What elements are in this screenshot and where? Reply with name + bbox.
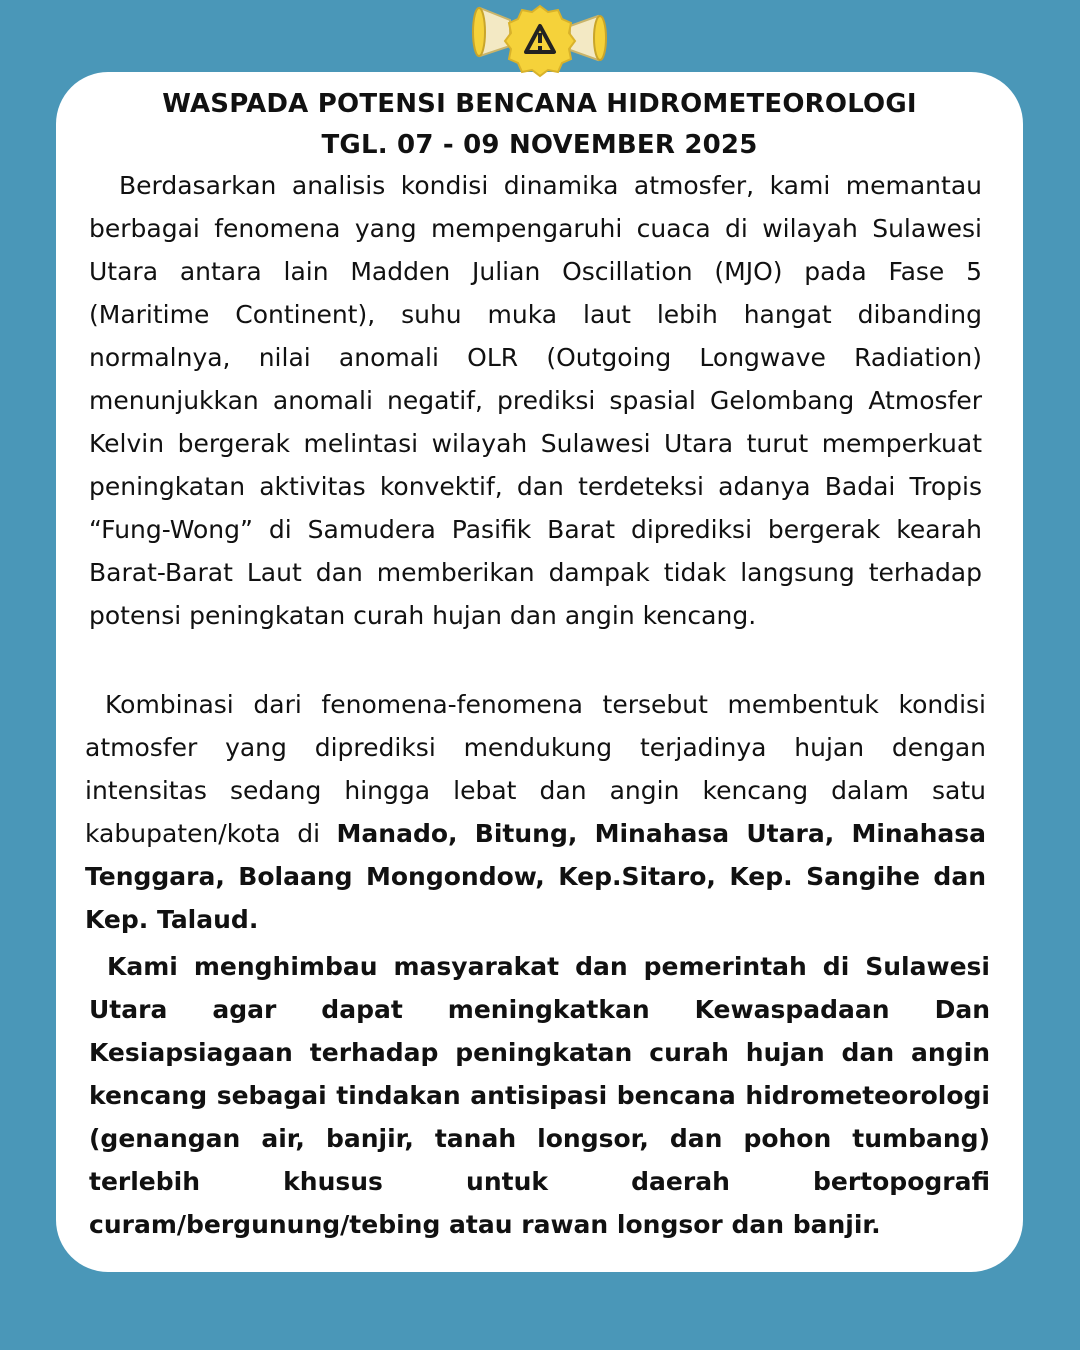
title-line-2: TGL. 07 - 09 NOVEMBER 2025: [321, 130, 758, 160]
paragraph-appeal: [89, 945, 990, 1246]
paragraph-combination-text: Kombinasi dari fenomena-fenomena tersebut membentuk kondisi atmosfer yang diprediksi mendukung terjadinya hujan dengan intensitas sedang hingga lebat dan angin kencang dalam satu kabupaten/kota di: [85, 690, 986, 848]
title-line-1: WASPADA POTENSI BENCANA HIDROMETEOROLOGI: [162, 89, 917, 119]
megaphone-right-icon: [570, 16, 606, 60]
affected-regions: Manado, Bitung, Minahasa Utara, Minahasa Tenggara, Bolaang Mongondow, Kep.Sitaro, Kep. Sangihe dan Kep. Talaud.: [85, 819, 986, 934]
paragraph-appeal-text: Kami menghimbau masyarakat dan pemerintah di Sulawesi Utara agar dapat meningkatkan Kewaspadaan Dan Kesiapsiagaan terhadap peningkatan curah hujan dan angin kencang sebagai tindakan antisipasi bencana hidrometeorologi (genangan air, banjir, tanah longsor, dan pohon tumbang) terlebih khusus untuk daerah bertopografi curam/bergunung/tebing atau rawan longsor dan banjir.: [89, 952, 990, 1239]
paragraph-analysis: [89, 164, 982, 637]
warning-seal-icon: [505, 6, 575, 76]
megaphone-left-icon: [473, 8, 510, 56]
warning-megaphone-icon: [470, 0, 610, 88]
page-title: [56, 84, 1023, 166]
paragraph-analysis-text: Berdasarkan analisis kondisi dinamika atmosfer, kami memantau berbagai fenomena yang mempengaruhi cuaca di wilayah Sulawesi Utara antara lain Madden Julian Oscillation (MJO) pada Fase 5 (Maritime Continent), suhu muka laut lebih hangat dibanding normalnya, nilai anomali OLR (Outgoing Longwave Radiation) menunjukkan anomali negatif, prediksi spasial Gelombang Atmosfer Kelvin bergerak melintasi wilayah Sulawesi Utara turut memperkuat peningkatan aktivitas konvektif, dan terdeteksi adanya Badai Tropis “Fung-Wong” di Samudera Pasifik Barat diprediksi bergerak kearah Barat-Barat Laut dan memberikan dampak tidak langsung terhadap potensi peningkatan curah hujan dan angin kencang.: [89, 171, 982, 630]
paragraph-combination: [85, 683, 986, 941]
